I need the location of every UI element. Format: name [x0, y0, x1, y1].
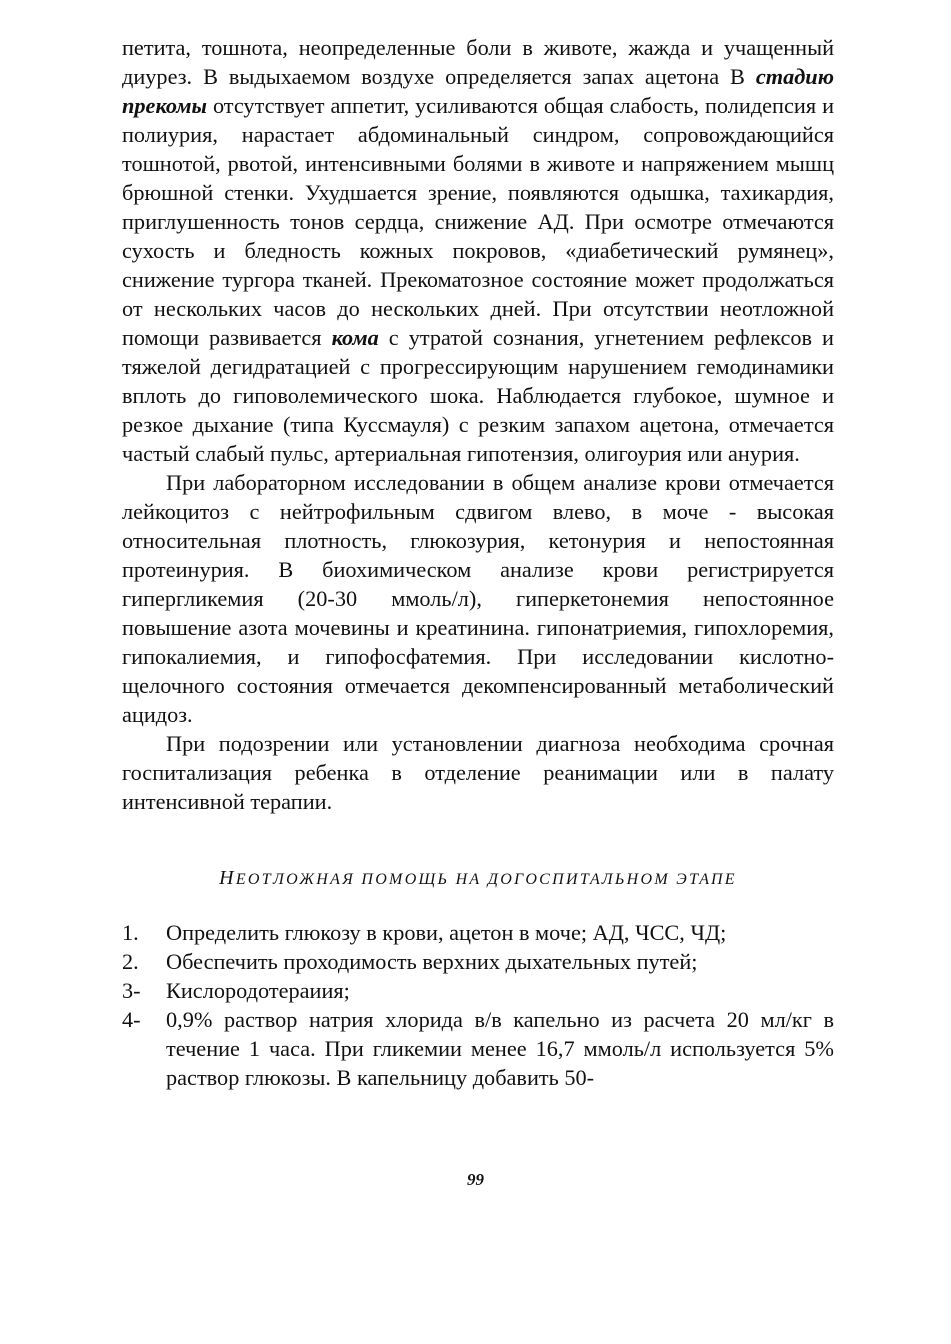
list-item-number: 3- [122, 978, 141, 1003]
heading-initial: Н [219, 867, 236, 889]
emphasis-prekoma: стадию прекомы [122, 64, 834, 118]
paragraph-prekoma-koma [122, 33, 834, 468]
list-item [122, 1005, 834, 1092]
list-item-text: 0,9% раствор натрия хлорида в/в капельно из расчета 20 мл/кг в течение 1 часа. При гликемии менее 16,7 ммоль/л используется 5% раствор глюкозы. В капельницу добавить 50- [166, 1007, 834, 1090]
emphasis-koma: кома [331, 325, 379, 350]
list-item-number: 1. [122, 920, 139, 945]
list-item-text: Определить глюкозу в крови, ацетон в моче; АД, ЧСС, ЧД; [166, 920, 727, 945]
list-item-text: Обеспечить проходимость верхних дыхательных путей; [166, 949, 698, 974]
page-body [122, 33, 834, 1092]
page-number: 99 [467, 1170, 484, 1189]
list-item-text: Кислородотераиия; [166, 978, 350, 1003]
heading-rest: ЕОТЛОЖНАЯ ПОМОЩЬ НА ДОГОСПИТАЛЬНОМ ЭТАПЕ [235, 871, 737, 888]
paragraph-hospitalization: При подозрении или установлении диагноза необходима срочная госпитализация ребенка в отделение реанимации или в палату интенсивной терапии. [122, 731, 834, 814]
text-run: петита, тошнота, неопределенные боли в животе, жажда и учащенный диурез. В выдыхаемом воздухе определяется запах ацетона В [122, 35, 834, 89]
list-item-number: 2. [122, 949, 139, 974]
list-item [122, 976, 834, 1005]
list-item [122, 918, 834, 947]
list-item [122, 947, 834, 976]
emergency-steps-list [122, 918, 834, 1092]
list-item-number: 4- [122, 1007, 141, 1032]
paragraph-laboratory: При лабораторном исследовании в общем анализе крови отмечается лейкоцитоз с нейтрофильным сдвигом влево, в моче - высокая относительная плотность, глюкозурия, кетонурия и непостоянная протеинурия. В биохимическом анализе крови регистрируется гипергликемия (20-30 ммоль/л), гиперкетонемия непостоянное повышение азота мочевины и креатинина. гипонатриемия, гипохлоремия, гипокалиемия, и гипофосфатемия. При исследовании кислотно-щелочного состояния отмечается декомпенсированный метаболический ацидоз. [122, 470, 834, 727]
text-run: отсутствует аппетит, усиливаются общая слабость, полидепсия и полиурия, нарастает абдоминальный синдром, сопровождающийся тошнотой, рвотой, интенсивными болями в животе и напряжением мышц брюшной стенки. Ухудшается зрение, появляются одышка, тахикардия, приглушенность тонов сердца, снижение АД. При осмотре отмечаются сухость и бледность кожных покровов, «диабетический румянец», снижение тургора тканей. Прекоматозное состояние может продолжаться от нескольких часов до нескольких дней. При отсутствии неотложной помощи развивается [122, 93, 834, 350]
section-heading [122, 866, 834, 892]
text-run: с утратой сознания, угнетением рефлексов и тяжелой дегидратацией с прогрессирующим нарушением гемодинамики вплоть до гиповолемического шока. Наблюдается глубокое, шумное и резкое дыхание (типа Куссмауля) с резким запахом ацетона, отмечается частый слабый пульс, артериальная гипотензия, олигоурия или анурия. [122, 325, 834, 466]
